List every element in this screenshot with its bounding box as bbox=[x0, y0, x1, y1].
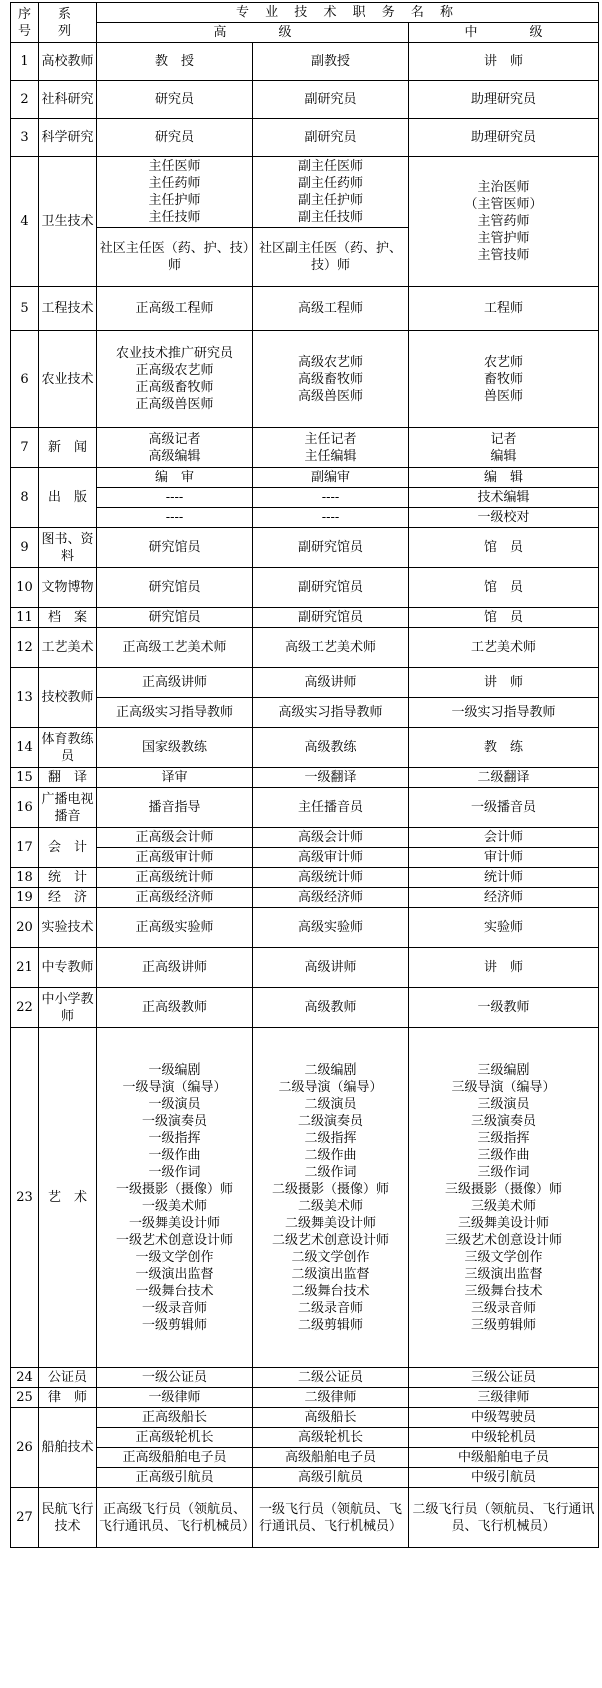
row-number: 10 bbox=[11, 568, 39, 608]
deputy-senior-title: ---- bbox=[253, 508, 409, 528]
middle-title: 助理研究员 bbox=[409, 119, 599, 157]
middle-title: 馆 员 bbox=[409, 568, 599, 608]
deputy-senior-title: 副编审 bbox=[253, 468, 409, 488]
senior-title: 一级律师 bbox=[97, 1388, 253, 1408]
table-row bbox=[11, 331, 599, 428]
middle-title: 中级驾驶员 bbox=[409, 1408, 599, 1428]
table-row bbox=[11, 568, 599, 608]
senior-title: 国家级教练 bbox=[97, 728, 253, 768]
table-row bbox=[11, 608, 599, 628]
deputy-senior-title: 高级经济师 bbox=[253, 888, 409, 908]
series-name: 统 计 bbox=[39, 868, 97, 888]
senior-title: 研究员 bbox=[97, 81, 253, 119]
senior-title: 正高级实习指导教师 bbox=[97, 698, 253, 728]
senior-title: 高级记者 高级编辑 bbox=[97, 428, 253, 468]
series-name: 出 版 bbox=[39, 468, 97, 528]
table-row bbox=[11, 1408, 599, 1428]
deputy-senior-title: 高级讲师 bbox=[253, 668, 409, 698]
header-senior: 高 级 bbox=[97, 23, 409, 43]
row-number: 9 bbox=[11, 528, 39, 568]
series-name: 广播电视播音 bbox=[39, 788, 97, 828]
header-row-2 bbox=[11, 23, 599, 43]
deputy-senior-title: 高级教师 bbox=[253, 988, 409, 1028]
middle-title: 工程师 bbox=[409, 287, 599, 331]
senior-title: 主任医师 主任药师 主任护师 主任技师 bbox=[97, 157, 253, 228]
table-row bbox=[11, 768, 599, 788]
table-row bbox=[11, 948, 599, 988]
title-table-page bbox=[10, 2, 598, 1548]
middle-title: 农艺师 畜牧师 兽医师 bbox=[409, 331, 599, 428]
row-number: 15 bbox=[11, 768, 39, 788]
middle-title: 馆 员 bbox=[409, 608, 599, 628]
row-number: 23 bbox=[11, 1028, 39, 1368]
senior-title: ---- bbox=[97, 508, 253, 528]
series-name: 工艺美术 bbox=[39, 628, 97, 668]
senior-title: 一级编剧 一级导演（编导） 一级演员 一级演奏员 一级指挥 一级作曲 一级作词 一级摄影（摄像）师 一级美术师 一级舞美设计师 一级艺术创意设计师 一级文学创作 一级演出监督 一级舞台技术 一级录音师 一级剪辑师 bbox=[97, 1028, 253, 1368]
deputy-senior-title: 一级飞行员（领航员、飞行通讯员、飞行机械员） bbox=[253, 1488, 409, 1548]
table-row bbox=[11, 119, 599, 157]
table-row bbox=[11, 628, 599, 668]
deputy-senior-title: 高级实验师 bbox=[253, 908, 409, 948]
deputy-senior-title: ---- bbox=[253, 488, 409, 508]
deputy-senior-title: 一级翻译 bbox=[253, 768, 409, 788]
middle-title: 主治医师 （主管医师） 主管药师 主管护师 主管技师 bbox=[409, 157, 599, 287]
row-number: 12 bbox=[11, 628, 39, 668]
deputy-senior-title: 高级轮机长 bbox=[253, 1428, 409, 1448]
deputy-senior-title: 高级审计师 bbox=[253, 848, 409, 868]
deputy-senior-title: 副研究馆员 bbox=[253, 528, 409, 568]
senior-title: ---- bbox=[97, 488, 253, 508]
senior-title: 正高级教师 bbox=[97, 988, 253, 1028]
middle-title: 记者 编辑 bbox=[409, 428, 599, 468]
table-row bbox=[11, 43, 599, 81]
row-number: 8 bbox=[11, 468, 39, 528]
header-middle: 中 级 bbox=[409, 23, 599, 43]
row-number: 17 bbox=[11, 828, 39, 868]
middle-title: 技术编辑 bbox=[409, 488, 599, 508]
deputy-senior-title: 主任播音员 bbox=[253, 788, 409, 828]
deputy-senior-title: 副研究员 bbox=[253, 81, 409, 119]
middle-title: 一级校对 bbox=[409, 508, 599, 528]
deputy-senior-title: 高级讲师 bbox=[253, 948, 409, 988]
row-number: 4 bbox=[11, 157, 39, 287]
senior-title: 正高级船长 bbox=[97, 1408, 253, 1428]
table-row bbox=[11, 788, 599, 828]
table-row bbox=[11, 848, 599, 868]
deputy-senior-title: 二级公证员 bbox=[253, 1368, 409, 1388]
series-name: 新 闻 bbox=[39, 428, 97, 468]
series-name: 会 计 bbox=[39, 828, 97, 868]
table-row bbox=[11, 1448, 599, 1468]
row-number: 6 bbox=[11, 331, 39, 428]
series-name: 社科研究 bbox=[39, 81, 97, 119]
series-name: 体育教练员 bbox=[39, 728, 97, 768]
senior-title: 正高级审计师 bbox=[97, 848, 253, 868]
series-name: 文物博物 bbox=[39, 568, 97, 608]
row-number: 2 bbox=[11, 81, 39, 119]
deputy-senior-title: 副研究员 bbox=[253, 119, 409, 157]
senior-title: 农业技术推广研究员 正高级农艺师 正高级畜牧师 正高级兽医师 bbox=[97, 331, 253, 428]
middle-title: 二级翻译 bbox=[409, 768, 599, 788]
row-number: 20 bbox=[11, 908, 39, 948]
middle-title: 会计师 bbox=[409, 828, 599, 848]
series-name: 民航飞行技术 bbox=[39, 1488, 97, 1548]
middle-title: 讲 师 bbox=[409, 668, 599, 698]
row-number: 1 bbox=[11, 43, 39, 81]
series-name: 科学研究 bbox=[39, 119, 97, 157]
row-number: 18 bbox=[11, 868, 39, 888]
deputy-senior-title: 副主任医师 副主任药师 副主任护师 副主任技师 bbox=[253, 157, 409, 228]
series-name: 翻 译 bbox=[39, 768, 97, 788]
row-number: 7 bbox=[11, 428, 39, 468]
series-name: 图书、资料 bbox=[39, 528, 97, 568]
senior-title: 教 授 bbox=[97, 43, 253, 81]
deputy-senior-title: 主任记者 主任编辑 bbox=[253, 428, 409, 468]
series-name: 中专教师 bbox=[39, 948, 97, 988]
title-table bbox=[10, 2, 599, 1548]
table-row bbox=[11, 1468, 599, 1488]
middle-title: 三级公证员 bbox=[409, 1368, 599, 1388]
table-row bbox=[11, 157, 599, 228]
row-number: 22 bbox=[11, 988, 39, 1028]
deputy-senior-title: 二级编剧 二级导演（编导） 二级演员 二级演奏员 二级指挥 二级作曲 二级作词 二级摄影（摄像）师 二级美术师 二级舞美设计师 二级艺术创意设计师 二级文学创作 二级演出监督 二级舞台技术 二级录音师 二级剪辑师 bbox=[253, 1028, 409, 1368]
row-number: 5 bbox=[11, 287, 39, 331]
row-number: 19 bbox=[11, 888, 39, 908]
table-row bbox=[11, 468, 599, 488]
senior-title: 正高级轮机长 bbox=[97, 1428, 253, 1448]
deputy-senior-title: 高级农艺师 高级畜牧师 高级兽医师 bbox=[253, 331, 409, 428]
senior-title: 正高级经济师 bbox=[97, 888, 253, 908]
senior-title: 编 审 bbox=[97, 468, 253, 488]
middle-title: 讲 师 bbox=[409, 948, 599, 988]
deputy-senior-title: 高级统计师 bbox=[253, 868, 409, 888]
senior-title: 研究馆员 bbox=[97, 568, 253, 608]
table-body bbox=[11, 3, 599, 1548]
table-row bbox=[11, 1428, 599, 1448]
table-row bbox=[11, 1368, 599, 1388]
senior-title: 正高级工程师 bbox=[97, 287, 253, 331]
senior-title: 正高级实验师 bbox=[97, 908, 253, 948]
senior-title: 正高级引航员 bbox=[97, 1468, 253, 1488]
series-name: 中小学教师 bbox=[39, 988, 97, 1028]
series-name: 工程技术 bbox=[39, 287, 97, 331]
senior-title: 研究馆员 bbox=[97, 608, 253, 628]
header-title: 专 业 技 术 职 务 名 称 bbox=[97, 3, 599, 23]
header-series: 系 列 bbox=[39, 3, 97, 43]
deputy-senior-title: 副研究馆员 bbox=[253, 568, 409, 608]
series-name: 档 案 bbox=[39, 608, 97, 628]
row-number: 24 bbox=[11, 1368, 39, 1388]
deputy-senior-title: 高级教练 bbox=[253, 728, 409, 768]
table-row bbox=[11, 868, 599, 888]
middle-title: 审计师 bbox=[409, 848, 599, 868]
row-number: 13 bbox=[11, 668, 39, 728]
table-row bbox=[11, 81, 599, 119]
senior-title: 研究馆员 bbox=[97, 528, 253, 568]
senior-title: 研究员 bbox=[97, 119, 253, 157]
middle-title: 经济师 bbox=[409, 888, 599, 908]
row-number: 25 bbox=[11, 1388, 39, 1408]
deputy-senior-title: 高级船长 bbox=[253, 1408, 409, 1428]
senior-title: 社区主任医（药、护、技）师 bbox=[97, 228, 253, 287]
series-name: 船舶技术 bbox=[39, 1408, 97, 1488]
header-row-1 bbox=[11, 3, 599, 23]
middle-title: 一级实习指导教师 bbox=[409, 698, 599, 728]
senior-title: 正高级统计师 bbox=[97, 868, 253, 888]
row-number: 16 bbox=[11, 788, 39, 828]
series-name: 高校教师 bbox=[39, 43, 97, 81]
table-row bbox=[11, 698, 599, 728]
series-name: 经 济 bbox=[39, 888, 97, 908]
row-number: 3 bbox=[11, 119, 39, 157]
series-name: 律 师 bbox=[39, 1388, 97, 1408]
deputy-senior-title: 高级引航员 bbox=[253, 1468, 409, 1488]
table-row bbox=[11, 428, 599, 468]
table-row bbox=[11, 508, 599, 528]
middle-title: 编 辑 bbox=[409, 468, 599, 488]
deputy-senior-title: 二级律师 bbox=[253, 1388, 409, 1408]
table-row bbox=[11, 528, 599, 568]
middle-title: 助理研究员 bbox=[409, 81, 599, 119]
table-row bbox=[11, 828, 599, 848]
middle-title: 中级引航员 bbox=[409, 1468, 599, 1488]
senior-title: 播音指导 bbox=[97, 788, 253, 828]
table-row bbox=[11, 888, 599, 908]
series-name: 艺 术 bbox=[39, 1028, 97, 1368]
middle-title: 一级播音员 bbox=[409, 788, 599, 828]
deputy-senior-title: 高级船舶电子员 bbox=[253, 1448, 409, 1468]
deputy-senior-title: 社区副主任医（药、护、技）师 bbox=[253, 228, 409, 287]
row-number: 14 bbox=[11, 728, 39, 768]
middle-title: 中级船舶电子员 bbox=[409, 1448, 599, 1468]
middle-title: 二级飞行员（领航员、飞行通讯员、飞行机械员） bbox=[409, 1488, 599, 1548]
table-row bbox=[11, 488, 599, 508]
senior-title: 正高级飞行员（领航员、飞行通讯员、飞行机械员） bbox=[97, 1488, 253, 1548]
deputy-senior-title: 副研究馆员 bbox=[253, 608, 409, 628]
table-row bbox=[11, 908, 599, 948]
senior-title: 正高级船舶电子员 bbox=[97, 1448, 253, 1468]
table-row bbox=[11, 988, 599, 1028]
table-row bbox=[11, 668, 599, 698]
table-row bbox=[11, 728, 599, 768]
deputy-senior-title: 高级实习指导教师 bbox=[253, 698, 409, 728]
middle-title: 讲 师 bbox=[409, 43, 599, 81]
middle-title: 三级编剧 三级导演（编导） 三级演员 三级演奏员 三级指挥 三级作曲 三级作词 三级摄影（摄像）师 三级美术师 三级舞美设计师 三级艺术创意设计师 三级文学创作 三级演出监督 三级舞台技术 三级录音师 三级剪辑师 bbox=[409, 1028, 599, 1368]
middle-title: 一级教师 bbox=[409, 988, 599, 1028]
row-number: 26 bbox=[11, 1408, 39, 1488]
series-name: 卫生技术 bbox=[39, 157, 97, 287]
middle-title: 统计师 bbox=[409, 868, 599, 888]
row-number: 11 bbox=[11, 608, 39, 628]
middle-title: 馆 员 bbox=[409, 528, 599, 568]
table-row bbox=[11, 287, 599, 331]
middle-title: 三级律师 bbox=[409, 1388, 599, 1408]
middle-title: 中级轮机员 bbox=[409, 1428, 599, 1448]
middle-title: 教 练 bbox=[409, 728, 599, 768]
middle-title: 实验师 bbox=[409, 908, 599, 948]
series-name: 技校教师 bbox=[39, 668, 97, 728]
senior-title: 正高级工艺美术师 bbox=[97, 628, 253, 668]
series-name: 公证员 bbox=[39, 1368, 97, 1388]
row-number: 21 bbox=[11, 948, 39, 988]
deputy-senior-title: 高级会计师 bbox=[253, 828, 409, 848]
table-row bbox=[11, 1388, 599, 1408]
series-name: 农业技术 bbox=[39, 331, 97, 428]
table-row bbox=[11, 1028, 599, 1368]
deputy-senior-title: 高级工程师 bbox=[253, 287, 409, 331]
deputy-senior-title: 副教授 bbox=[253, 43, 409, 81]
senior-title: 一级公证员 bbox=[97, 1368, 253, 1388]
senior-title: 正高级讲师 bbox=[97, 948, 253, 988]
header-no: 序 号 bbox=[11, 3, 39, 43]
series-name: 实验技术 bbox=[39, 908, 97, 948]
middle-title: 工艺美术师 bbox=[409, 628, 599, 668]
row-number: 27 bbox=[11, 1488, 39, 1548]
senior-title: 译审 bbox=[97, 768, 253, 788]
senior-title: 正高级会计师 bbox=[97, 828, 253, 848]
table-row bbox=[11, 1488, 599, 1548]
senior-title: 正高级讲师 bbox=[97, 668, 253, 698]
deputy-senior-title: 高级工艺美术师 bbox=[253, 628, 409, 668]
